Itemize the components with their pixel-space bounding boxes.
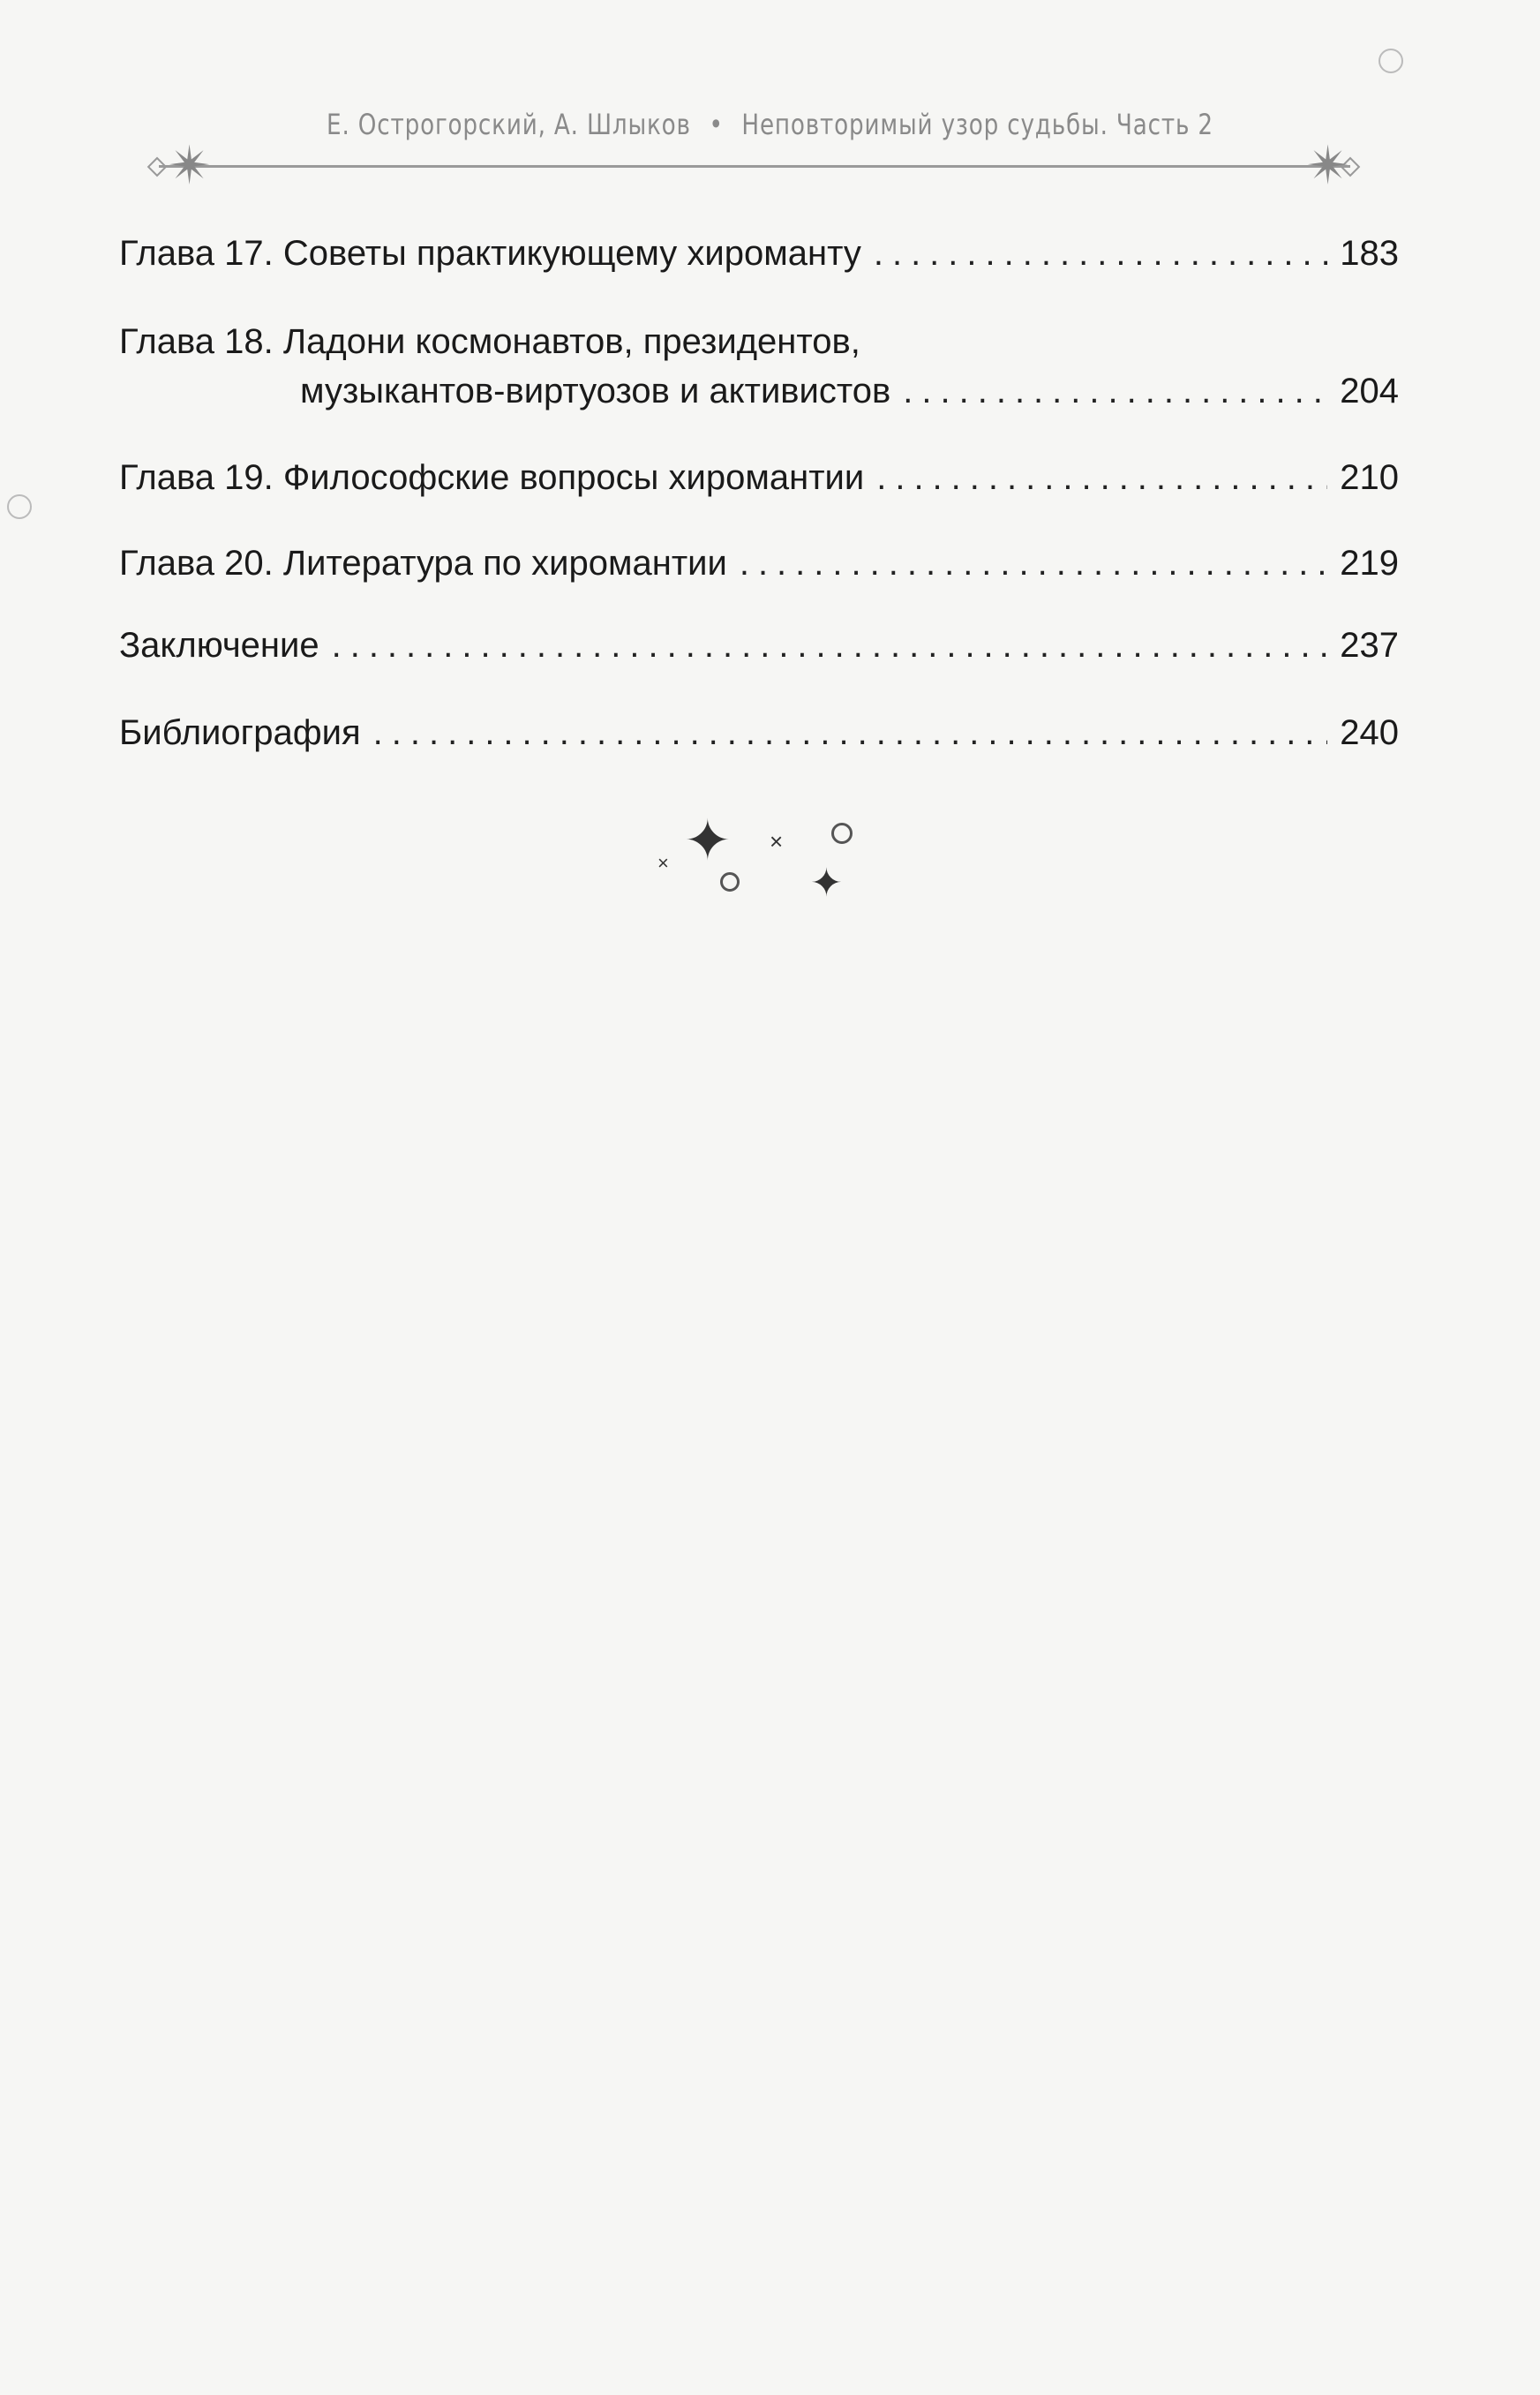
- sparkle-icon: ✦: [810, 862, 843, 905]
- toc-entry-page: 204: [1340, 372, 1399, 410]
- header-rule: [159, 165, 1350, 168]
- toc-entry-page: 237: [1340, 626, 1399, 665]
- toc-entry[interactable]: [119, 544, 1399, 584]
- toc-entry-title: Глава 20. Литература по хиромантии: [119, 544, 727, 583]
- toc-entry[interactable]: [119, 234, 1399, 274]
- toc-entry-title: музыкантов-виртуозов и активистов: [300, 372, 891, 410]
- circle-icon: [720, 872, 740, 892]
- leader-dots: [903, 372, 1327, 411]
- diamond-ornament-icon: [147, 157, 168, 177]
- leader-dots: [874, 234, 1327, 274]
- circle-ornament-icon: [7, 494, 32, 519]
- header-book-title: Неповторимый узор судьбы. Часть 2: [741, 108, 1213, 141]
- header-separator: •: [709, 108, 724, 141]
- circle-ornament-icon: [1378, 49, 1403, 73]
- toc-entry-title: Заключение: [119, 626, 319, 665]
- toc-entry-page: 219: [1340, 544, 1399, 583]
- toc-entry-page: 240: [1340, 713, 1399, 752]
- toc-entry-page: 183: [1340, 234, 1399, 273]
- star-ornament-icon: ✴: [168, 136, 213, 195]
- toc-entry[interactable]: [119, 626, 1399, 666]
- toc-entry-page: 210: [1340, 458, 1399, 497]
- toc-entry[interactable]: [119, 713, 1399, 753]
- sparkle-icon: ✦: [684, 809, 732, 872]
- star-ornament-icon: ✴: [1306, 136, 1351, 195]
- toc-entry-title: Глава 17. Советы практикующему хироманту: [119, 234, 861, 273]
- circle-icon: [831, 823, 853, 844]
- toc-entry[interactable]: [119, 458, 1399, 498]
- running-header: [139, 108, 1401, 141]
- leader-dots: [740, 544, 1327, 584]
- leader-dots: [373, 713, 1328, 753]
- header-authors: Е. Острогорский, А. Шлыков: [327, 108, 691, 141]
- cross-icon: ×: [657, 852, 669, 874]
- toc-entry[interactable]: [300, 372, 1399, 411]
- leader-dots: [876, 458, 1327, 498]
- toc-entry-title: Библиография: [119, 713, 361, 752]
- leader-dots: [332, 626, 1328, 666]
- cross-icon: ×: [770, 828, 784, 855]
- toc-entry-title-line1: Глава 18. Ладони космонавтов, президентов,: [119, 322, 860, 361]
- toc-entry-title: Глава 19. Философские вопросы хиромантии: [119, 458, 865, 497]
